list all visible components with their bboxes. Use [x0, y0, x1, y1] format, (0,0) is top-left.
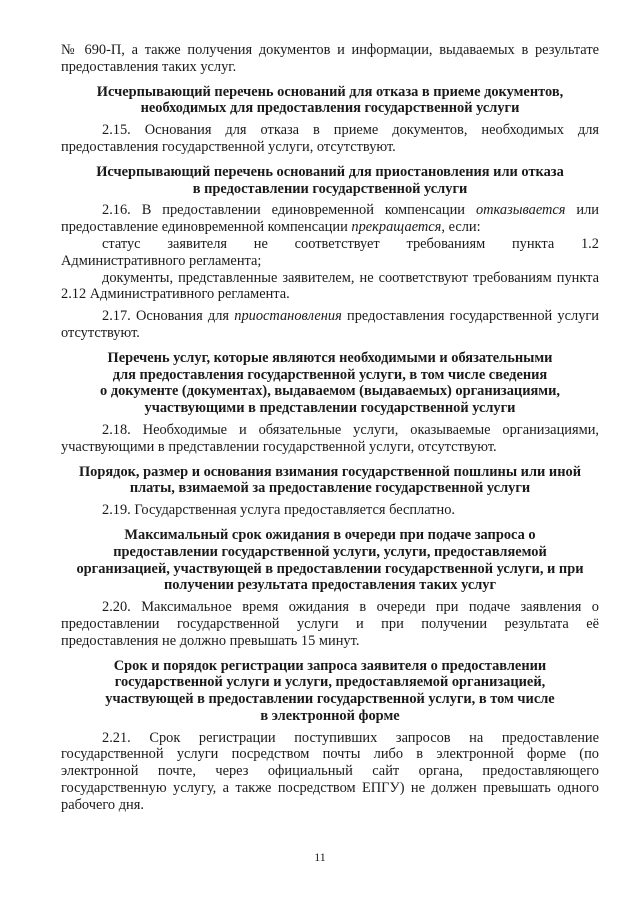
document-page [61, 42, 599, 814]
heading-registration [61, 658, 599, 725]
heading-suspension-refusal [61, 164, 599, 198]
text-run: 2.17. Основания для [102, 308, 235, 325]
heading-line: участвующими в представлении государственной услуги [144, 400, 516, 417]
heading-line: Исчерпывающий перечень оснований для приостановления или отказа [96, 163, 564, 180]
heading-line: участвующей в предоставлении государственной услуги, в том числе [105, 691, 555, 708]
paragraph-2-17 [61, 308, 599, 342]
heading-line: Перечень услуг, которые являются необходимыми и обязательными [107, 349, 553, 366]
intro-paragraph: № 690-П, а также получения документов и информации, выдаваемых в результате предоставления таких услуг. [61, 42, 599, 75]
heading-line: платы, взимаемой за предоставление государственной услуги [129, 480, 531, 497]
heading-line: в предоставлении государственной услуги [192, 180, 468, 197]
paragraph-2-21: 2.21. Срок регистрации поступивших запросов на предоставление государственной услуги посредством почты либо в электронной форме (по электронной почте, через официальный сайт органа, предоставляющего государственную услугу, а также посредством ЕПГУ) не должен превышать одного рабочего дня. [61, 729, 599, 813]
list-item-documents: документы, представленные заявителем, не соответствуют требованиям пункта 2.12 Административного регламента. [61, 269, 599, 303]
text-run: 2.16. В предоставлении единовременной компенсации [102, 202, 476, 219]
paragraph-2-15: 2.15. Основания для отказа в приеме документов, необходимых для предоставления государственной услуги, отсутствуют. [61, 122, 599, 155]
paragraph-2-19: 2.19. Государственная услуга предоставляется бесплатно. [102, 502, 456, 519]
list-item-status-continuation: Административного регламента; [61, 252, 262, 269]
paragraph-2-20: 2.20. Максимальное время ожидания в очереди при подаче заявления о предоставлении государственной услуги и при получении результата её предоставления не должно превышать 15 минут. [61, 599, 599, 649]
heading-line: получении результата предоставления таких услуг [163, 577, 497, 594]
heading-line: предоставлении государственной услуги, услуги, предоставляемой [113, 543, 547, 560]
emphasis-refused: отказывается [475, 202, 566, 219]
heading-line: Исчерпывающий перечень оснований для отказа в приеме документов, [96, 83, 564, 100]
heading-line: организацией, участвующей в предоставлении государственной услуги, и при [76, 560, 584, 577]
text-run: или предоставление единовременной компенсации [61, 202, 599, 236]
heading-required-services [61, 350, 599, 417]
page-number: 11 [314, 850, 326, 864]
heading-refusal-documents [61, 84, 599, 118]
heading-line: в электронной форме [260, 707, 400, 724]
paragraph-2-18: 2.18. Необходимые и обязательные услуги, оказываемые организациями, участвующими в представлении государственной услуги, отсутствуют. [61, 421, 599, 455]
emphasis-terminated: прекращается [351, 219, 442, 236]
heading-line: Срок и порядок регистрации запроса заявителя о предоставлении [113, 657, 547, 674]
list-item-line: статус заявителя не соответствует требованиям пункта 1.2 [102, 235, 599, 252]
heading-line: государственной услуги и услуги, предоставляемой организацией, [114, 674, 546, 691]
heading-waiting-time [61, 527, 599, 594]
list-item-status [61, 236, 599, 253]
heading-fee [61, 464, 599, 498]
heading-line: для предоставления государственной услуги, в том числе сведения [112, 366, 548, 383]
heading-line: Максимальный срок ожидания в очереди при подаче запроса о [124, 526, 536, 543]
emphasis-suspension: приостановления [234, 308, 342, 325]
paragraph-2-16 [61, 202, 599, 236]
heading-line: о документе (документах), выдаваемом (выдаваемых) организациями, [100, 383, 560, 400]
text-run: , если: [441, 219, 481, 236]
heading-line: необходимых для предоставления государственной услуги [140, 100, 520, 117]
text-run: предоставления государственной услуги отсутствуют. [61, 308, 599, 341]
heading-line: Порядок, размер и основания взимания государственной пошлины или иной [78, 463, 582, 480]
